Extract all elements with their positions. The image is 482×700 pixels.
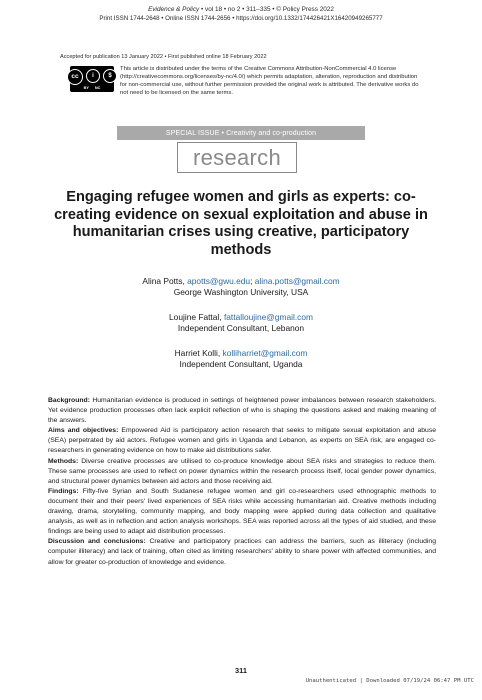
journal-header xyxy=(0,6,482,23)
author-email-link[interactable]: apotts@gwu.edu xyxy=(187,276,251,286)
abstract-findings xyxy=(48,487,436,537)
author-affiliation: Independent Consultant, Uganda xyxy=(179,359,303,369)
abstract-background xyxy=(48,396,436,426)
abstract-methods xyxy=(48,457,436,487)
special-issue-banner: SPECIAL ISSUE • Creativity and co-production xyxy=(117,126,365,140)
abstract-text: Empowered Aid is participatory action research that seeks to mitigate sexual exploitation and abuse (SEA) perpetrated by aid actors. Refugee women and girls in Uganda and Lebanon, as experts on SEA risk, are engaged co-researchers in generating evidence on how to make aid distributions safer. xyxy=(48,427,436,455)
author-line xyxy=(0,348,482,359)
issn-line: Print ISSN 1744-2648 • Online ISSN 1744-2656 • https://doi.org/10.1332/174426421X16420949265777 xyxy=(99,14,383,22)
author-name: Loujine Fattal, xyxy=(169,312,224,322)
attribution-icon: i xyxy=(86,69,100,83)
article-title: Engaging refugee women and girls as experts: co-creating evidence on sexual exploitation and abuse in humanitarian crises using creative, participatory methods xyxy=(54,189,428,258)
abstract-aims xyxy=(48,426,436,456)
abstract-text: Creative and participatory practices can address the barriers, such as illiteracy (including computer illiteracy) and lack of training, often cited as limiting researchers' ability to share power with affected communities, and allow for greater co-production of knowledge and evidence. xyxy=(48,538,436,566)
journal-name: Evidence & Policy xyxy=(148,6,200,13)
noncommercial-icon: $ xyxy=(103,69,117,83)
download-note: Unauthenticated | Downloaded 07/19/24 06:47 PM UTC xyxy=(305,678,474,684)
author-email-link[interactable]: kolliharriet@gmail.com xyxy=(222,348,308,358)
abstract-heading: Discussion and conclusions: xyxy=(48,538,146,546)
author-name: Harriet Kolli, xyxy=(174,348,223,358)
section-label: research xyxy=(177,142,297,173)
nc-label: NC xyxy=(94,85,101,90)
author-line xyxy=(0,312,482,323)
abstract-text: Diverse creative processes are utilised to co-produce knowledge about SEA risks and strategies to reduce them. These same processes are used to reflect on power dynamics within the research process itself, local gender power dynamics, and structural power dynamics between aid actors and those receiving aid. xyxy=(48,457,436,485)
page-number: 311 xyxy=(235,666,247,675)
author-affiliation: Independent Consultant, Lebanon xyxy=(177,323,305,333)
author-name: Alina Potts, xyxy=(142,276,188,286)
abstract-heading: Findings: xyxy=(48,487,79,495)
cc-license-badge xyxy=(70,66,114,92)
abstract xyxy=(48,396,436,568)
author-email-link[interactable]: alina.potts@gmail.com xyxy=(254,276,340,286)
license-text: This article is distributed under the terms of the Creative Commons Attribution-NonCommercial 4.0 license (http://creativecommons.org/licenses/by-nc/4.0/) which permits adaptation, alteration, reproduction and distribution for non-commercial use, without further permission provided the original work is attributed. The derivative works do not need to be licensed on the same terms. xyxy=(120,66,419,96)
journal-meta: • vol 18 • no 2 • 311–335 • © Policy Press 2022 xyxy=(199,6,334,13)
abstract-heading: Methods: xyxy=(48,457,79,465)
abstract-discussion xyxy=(48,537,436,567)
abstract-heading: Aims and objectives: xyxy=(48,427,119,435)
abstract-text: Humanitarian evidence is produced in settings of heightened power imbalances between research stakeholders. Yet evidence production processes often lack explicit reflection of who is shaping the questions asked and making meaning of the answers. xyxy=(48,397,436,425)
author-line xyxy=(0,276,482,287)
email-separator: ; xyxy=(250,276,255,286)
journal-citation xyxy=(0,6,482,15)
abstract-text: Fifty-five Syrian and South Sudanese refugee women and girl co-researchers used ethnographic methods to document their and their peers' lived experiences of SEA risks while accessing humanitarian aid. Creative methods including drawing, drama, storytelling, community mapping, and body mapping were applied during data collection and qualitative analysis, as well as in reflection and action analysis workshops. SEA was reported across all the types of aid studied, and these findings are being used to adapt aid distribution processes. xyxy=(48,487,436,536)
author-email-link[interactable]: fattalloujine@gmail.com xyxy=(223,312,313,322)
author-affiliation: George Washington University, USA xyxy=(173,287,309,297)
abstract-heading: Background: xyxy=(48,397,90,404)
accepted-line: Accepted for publication 13 January 2022 • First published online 18 February 2022 xyxy=(60,54,267,60)
creative-commons-icon: cc xyxy=(67,69,83,85)
by-label: BY xyxy=(83,85,89,90)
